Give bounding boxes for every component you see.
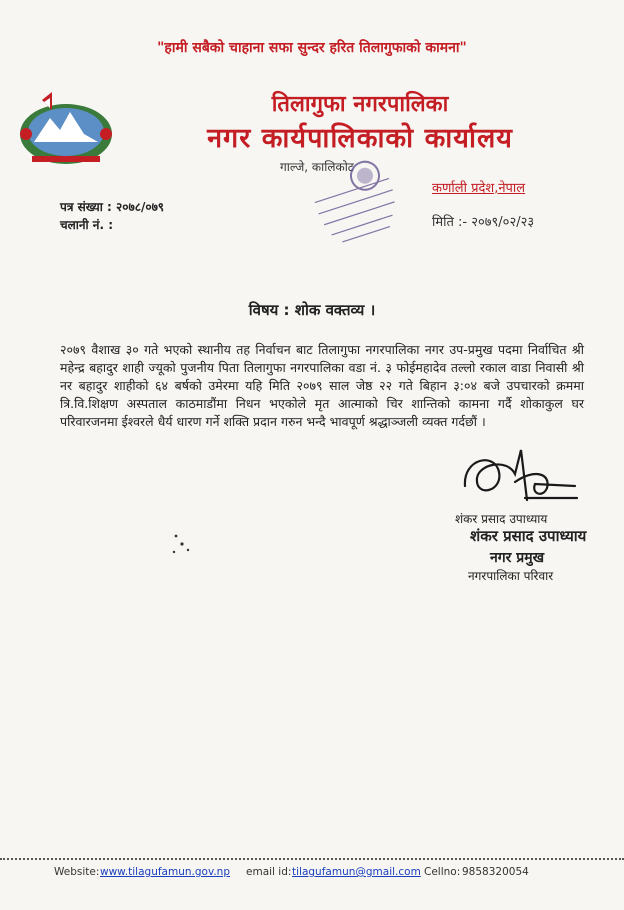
decorative-marks xyxy=(168,530,198,560)
date xyxy=(432,212,534,230)
handwritten-signature xyxy=(455,438,585,513)
letter-number-value: २०७८/०७९ xyxy=(115,200,165,214)
email-link[interactable]: tilagufamun@gmail.com xyxy=(292,866,421,878)
subject-line: विषय : शोक वक्तव्य । xyxy=(248,301,376,319)
website-label: Website: xyxy=(54,866,100,878)
cell-label: Cellno: xyxy=(424,866,461,878)
signatory-name: शंकर प्रसाद उपाध्याय xyxy=(470,527,587,545)
signatory-name-small: शंकर प्रसाद उपाध्याय xyxy=(455,512,548,526)
dispatch-number xyxy=(60,216,113,233)
province: कर्णाली प्रदेश,नेपाल xyxy=(432,181,526,196)
location: गाल्जे, कालिकोट xyxy=(280,160,354,174)
email-label: email id: xyxy=(246,866,292,878)
website-link[interactable]: www.tilagufamun.gov.np xyxy=(100,866,230,878)
cell-number: 9858320054 xyxy=(462,866,529,878)
signatory-role: नगर प्रमुख xyxy=(490,550,545,566)
letter-number-label: पत्र संख्या : xyxy=(60,200,112,214)
office-stamp xyxy=(300,150,410,250)
letter-number xyxy=(60,198,164,215)
municipality-name: तिलागुफा नगरपालिका xyxy=(271,92,449,117)
nepal-emblem-logo xyxy=(12,90,120,170)
dispatch-number-label: चलानी नं. : xyxy=(60,218,114,232)
footer-divider xyxy=(0,858,624,860)
date-label: मिति :- xyxy=(432,215,468,230)
office-name: नगर कार्यपालिकाको कार्यालय xyxy=(207,123,513,154)
date-value: २०७९/०२/२३ xyxy=(471,215,535,230)
slogan: "हामी सबैको चाहाना सफा सुन्दर हरित तिलागुफाको कामना" xyxy=(157,40,467,56)
signatory-organization: नगरपालिका परिवार xyxy=(468,569,554,583)
condolence-message: २०७९ वैशाख ३० गते भएको स्थानीय तह निर्वाचन बाट तिलागुफा नगरपालिका नगर उप-प्रमुख पदमा निर्वाचित श्री महेन्द्र बहादुर शाही ज्यूको पुजनीय पिता तिलागुफा नगरपालिका वडा नं. ३ फोईमहादेव तल्लो रकाल वाडा निवासी श्री नर बहादुर शाहीको ६४ बर्षको उमेरमा यहि मिति २०७९ साल जेष्ठ २२ गते बिहान ३:०४ बजे उपचारको क्रममा त्रि.वि.शिक्षण अस्पताल काठमाडौंमा निधन भएकोले मृत आत्माको चिर शान्तिको कामना गर्दै शोकाकुल घर परिवारजनमा ईश्वरले धैर्य धारण गर्ने शक्ति प्रदान गरुन भन्दै भावपूर्ण श्रद्धाञ्जली व्यक्त गर्दछौं । xyxy=(60,342,584,429)
